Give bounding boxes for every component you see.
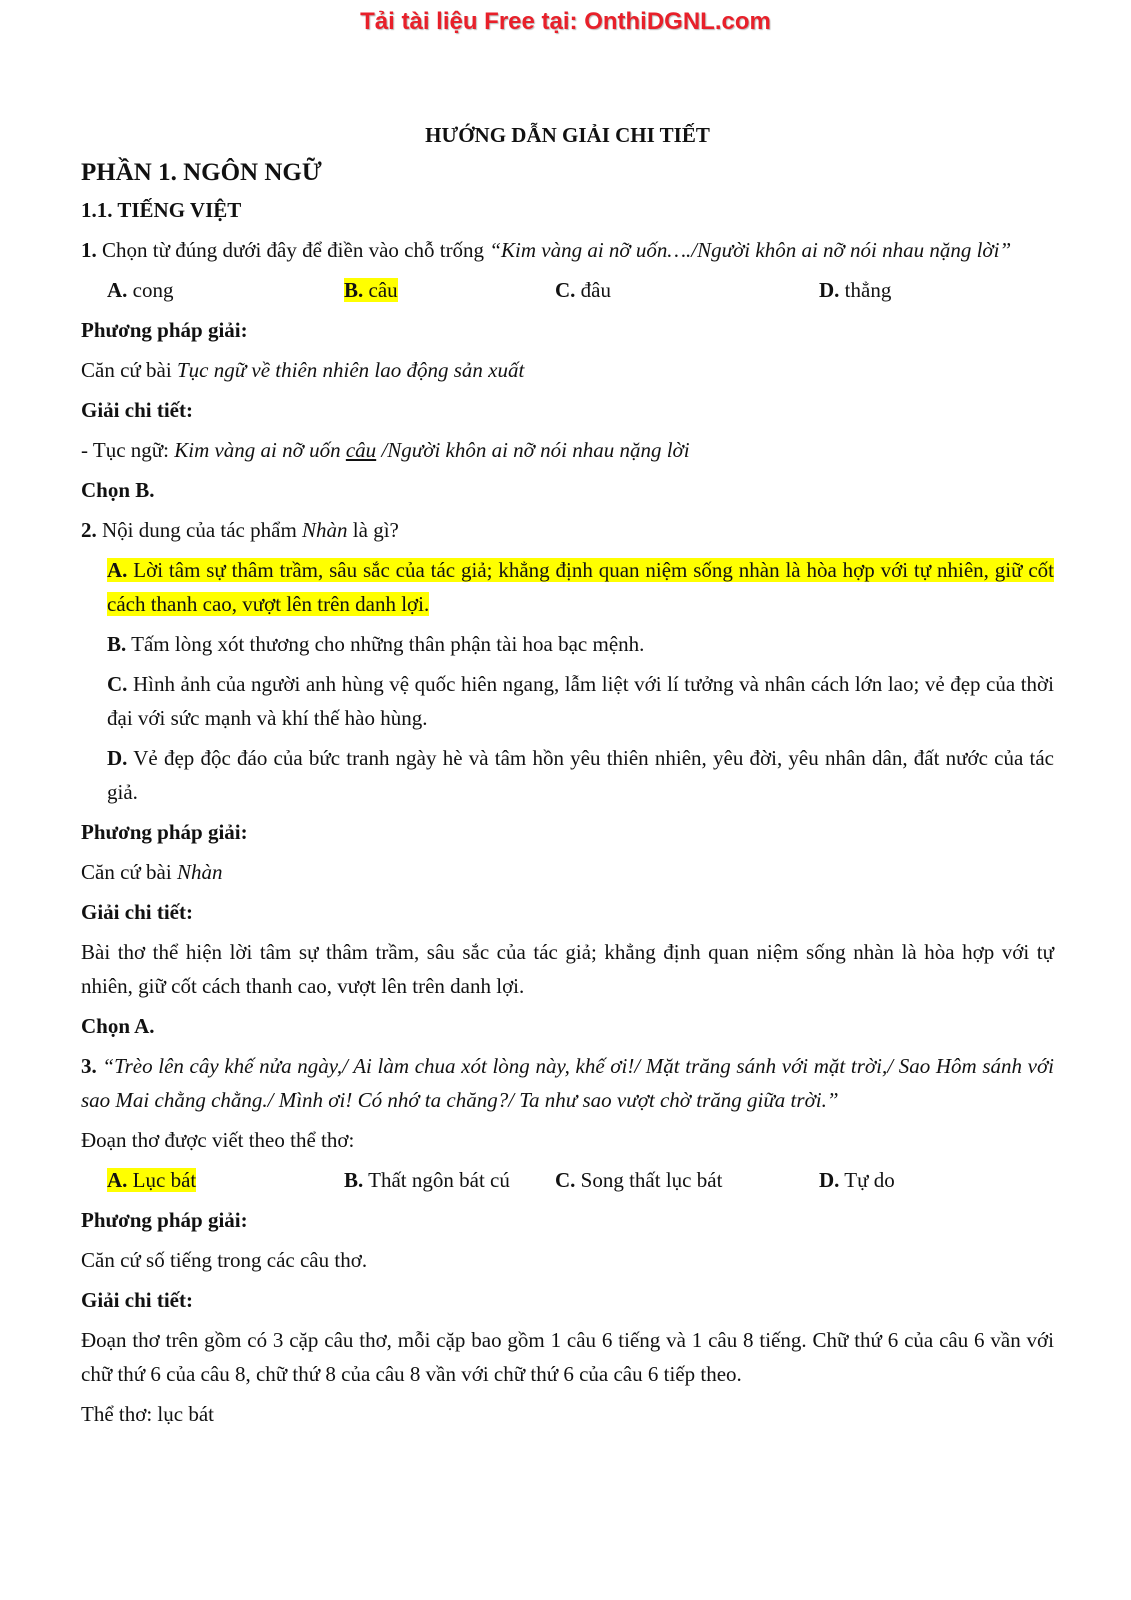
method-text: Căn cứ bài Nhàn — [81, 860, 223, 884]
option-a: A. Lục bát — [107, 1168, 197, 1192]
answer-choice: Chọn A. — [81, 1014, 155, 1038]
question-number: 3. — [81, 1054, 97, 1078]
option-c: C. Hình ảnh của người anh hùng vệ quốc hiên ngang, lẫm liệt với lí tưởng và nhân cách lớn lao; vẻ đẹp của thời đại với sức mạnh và khí thế hào hùng. — [107, 672, 1054, 730]
option-b: B. Tấm lòng xót thương cho những thân phận tài hoa bạc mệnh. — [107, 632, 645, 656]
question-3 — [81, 1049, 1054, 1117]
conclusion-text: Thể thơ: lục bát — [81, 1402, 214, 1426]
site-banner[interactable]: Tải tài liệu Free tại: OnthiDGNL.com — [360, 8, 771, 35]
option-b: B. câu — [344, 278, 398, 302]
option-a: A. Lời tâm sự thâm trầm, sâu sắc của tác giả; khẳng định quan niệm sống nhàn là hòa hợp với tự nhiên, giữ cốt cách thanh cao, vượt lên trên danh lợi. — [107, 558, 1054, 616]
detail-label: Giải chi tiết: — [81, 1288, 193, 1312]
method-text: Căn cứ bài Tục ngữ về thiên nhiên lao động sản xuất — [81, 358, 525, 382]
method-label: Phương pháp giải: — [81, 1208, 248, 1232]
option-c: C. Song thất lục bát — [555, 1168, 723, 1192]
question-text: Chọn từ đúng dưới đây để điền vào chỗ trống — [96, 238, 490, 262]
part-heading: PHẦN 1. NGÔN NGỮ — [81, 159, 322, 186]
question-number: 2. — [81, 518, 97, 542]
option-c: C. đâu — [555, 278, 611, 302]
question-number: 1. — [81, 238, 97, 262]
document-title: HƯỚNG DẪN GIẢI CHI TIẾT — [425, 123, 710, 147]
option-d: D. thẳng — [819, 278, 892, 302]
method-text: Căn cứ số tiếng trong các câu thơ. — [81, 1248, 368, 1272]
option-d: D. Tự do — [819, 1168, 895, 1192]
detail-text: Đoạn thơ trên gồm có 3 cặp câu thơ, mỗi cặp bao gồm 1 câu 6 tiếng và 1 câu 8 tiếng. Chữ thứ 6 của câu 6 vần với chữ thứ 6 của câu 8, chữ thứ 8 của câu 8 vần với chữ thứ 6 của câu 6 tiếp theo. — [81, 1328, 1054, 1386]
question-quote: “Kim vàng ai nỡ uốn…./Người khôn ai nỡ nói nhau nặng lời” — [489, 238, 1012, 262]
option-d: D. Vẻ đẹp độc đáo của bức tranh ngày hè và tâm hồn yêu thiên nhiên, yêu đời, yêu nhân dân, đất nước của tác giả. — [107, 746, 1054, 804]
detail-label: Giải chi tiết: — [81, 900, 193, 924]
options-row — [81, 1163, 1054, 1197]
option-b: B. Thất ngôn bát cú — [344, 1168, 510, 1192]
answer-document — [81, 118, 1054, 1431]
option-a: A. cong — [107, 278, 174, 302]
question-prompt: Đoạn thơ được viết theo thể thơ: — [81, 1128, 355, 1152]
question-quote: “Trèo lên cây khế nửa ngày,/ Ai làm chua xót lòng này, khế ơi!/ Mặt trăng sánh với mặt trời,/ Sao Hôm sánh với sao Mai chằng chằng./ Mình ơi! Có nhớ ta chăng?/ Ta như sao vượt chờ trăng giữa trời.” — [81, 1054, 1054, 1112]
section-heading: 1.1. TIẾNG VIỆT — [81, 198, 242, 222]
question-2: 2. Nội dung của tác phẩm Nhàn là gì? — [81, 518, 399, 542]
method-label: Phương pháp giải: — [81, 820, 248, 844]
method-label: Phương pháp giải: — [81, 318, 248, 342]
options-row — [81, 273, 1054, 307]
detail-label: Giải chi tiết: — [81, 398, 193, 422]
detail-text: Bài thơ thể hiện lời tâm sự thâm trầm, sâu sắc của tác giả; khẳng định quan niệm sống nhàn là hòa hợp với tự nhiên, giữ cốt cách thanh cao, vượt lên trên danh lợi. — [81, 940, 1054, 998]
answer-choice: Chọn B. — [81, 478, 155, 502]
question-1 — [81, 233, 1054, 267]
detail-text: - Tục ngữ: Kim vàng ai nỡ uốn câu /Người khôn ai nỡ nói nhau nặng lời — [81, 438, 690, 462]
